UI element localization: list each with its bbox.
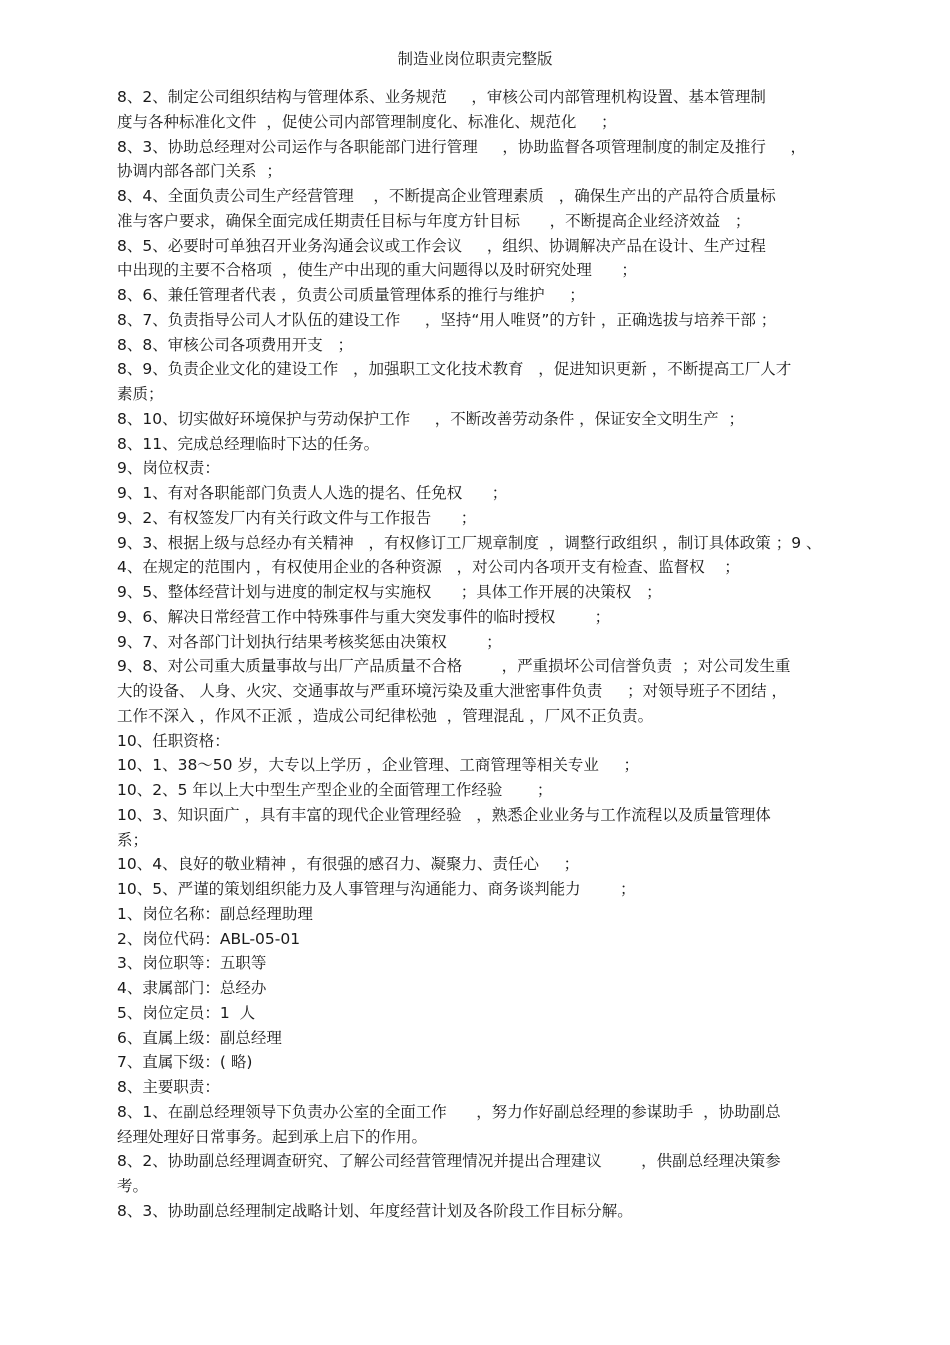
text-line: 9、1、有对各职能部门负责人人选的提名、任免权 ；: [117, 484, 508, 502]
text-line: 9、岗位权责：: [117, 459, 220, 478]
text-line: 8、8、审核公司各项费用开支 ；: [117, 335, 354, 354]
text-line: 10、2、5 年以上大中型生产型企业的全面管理工作经验 ；: [117, 781, 553, 799]
text-line: 8、9、负责企业文化的建设工作 ，加强职工文化技术教育 ，促进知识更新 ，不断提高工厂人才: [117, 360, 792, 379]
text-line: 8、3、协助总经理对公司运作与各职能部门进行管理 ，协助监督各项管理制度的制定及推行 ，: [117, 137, 806, 156]
text-line: 7、直属下级：( 略): [117, 1053, 253, 1072]
text-line: 8、3、协助副总经理制定战略计划、年度经营计划及各阶段工作目标分解。: [117, 1201, 633, 1220]
text-line: 4、在规定的范围内 ，有权使用企业的各种资源 ，对公司内各项开支有检查、监督权 ；: [117, 558, 740, 577]
text-line: 8、10、切实做好环境保护与劳动保护工作 ，不断改善劳动条件 ，保证安全文明生产 ；: [117, 409, 745, 428]
text-line: 3、岗位职等：五职等: [117, 954, 267, 973]
text-line: 10、任职资格：: [117, 731, 230, 750]
text-line: 工作不深入 ，作风不正派 ，造成公司纪律松弛 ，管理混乱 ，厂风不正负责。: [117, 706, 654, 725]
text-line: 10、3、知识面广 ，具有丰富的现代企业管理经验 ，熟悉企业业务与工作流程以及质量管理体: [117, 805, 771, 824]
text-line: 经理处理好日常事务。起到承上启下的作用。: [117, 1127, 428, 1146]
text-line: 8、6、兼任管理者代表 ，负责公司质量管理体系的推行与维护 ；: [117, 286, 585, 304]
text-line: 4、隶属部门：总经办: [117, 979, 267, 997]
text-line: 考。: [117, 1177, 149, 1195]
text-line: 8、主要职责：: [117, 1078, 220, 1096]
text-line: 6、直属上级：副总经理: [117, 1028, 282, 1047]
page-title: 制造业岗位职责完整版: [397, 50, 553, 68]
text-line: 度与各种标准化文件 ，促使公司内部管理制度化、标准化、规范化 ；: [117, 112, 617, 131]
text-line: 9、3、根据上级与总经办有关精神 ，有权修订工厂规章制度 ，调整行政组织 ，制订具体政策 ；9 、: [117, 533, 822, 552]
text-line: 10、5、严谨的策划组织能力及人事管理与沟通能力、商务谈判能力 ；: [117, 880, 636, 898]
text-line: 9、7、对各部门计划执行结果考核奖惩由决策权 ；: [117, 632, 502, 651]
text-line: 素质；: [117, 385, 164, 403]
text-line: 8、2、制定公司组织结构与管理体系、业务规范 ，审核公司内部管理机构设置、基本管理制: [117, 88, 766, 106]
text-line: 8、2、协助副总经理调查研究、了解公司经营管理情况并提出合理建议 ，供副总经理决策参: [117, 1152, 781, 1171]
text-line: 中出现的主要不合格项 ，使生产中出现的重大问题得以及时研究处理 ；: [117, 261, 637, 280]
text-line: 10、1、38～50 岁，大专以上学历 ，企业管理、工商管理等相关专业 ；: [117, 756, 640, 775]
text-line: 5、岗位定员：1 人: [117, 1003, 256, 1022]
text-line: 系；: [117, 830, 149, 849]
text-line: 8、7、负责指导公司人才队伍的建设工作 ，坚持“用人唯贤”的方针 ，正确选拔与培养干部 ；: [117, 310, 777, 329]
text-line: 9、8、对公司重大质量事故与出厂产品质量不合格 ，严重损坏公司信誉负责 ；对公司发生重: [117, 657, 791, 676]
text-line: 1、岗位名称：副总经理助理: [117, 904, 313, 923]
text-line: 2、岗位代码：ABL-05-01: [117, 929, 301, 948]
text-line: 准与客户要求，确保全面完成任期责任目标与年度方针目标 ，不断提高企业经济效益 ；: [117, 211, 751, 230]
text-line: 9、2、有权签发厂内有关行政文件与工作报告 ；: [117, 508, 477, 527]
text-line: 8、11、完成总经理临时下达的任务。: [117, 434, 380, 453]
text-line: 协调内部各部门关系 ；: [117, 162, 282, 181]
text-line: 10、4、良好的敬业精神 ，有很强的感召力、凝聚力、责任心 ；: [117, 855, 580, 874]
text-line: 8、1、在副总经理领导下负责办公室的全面工作 ，努力作好副总经理的参谋助手 ，协助副总: [117, 1102, 781, 1121]
text-line: 8、4、全面负责公司生产经营管理 ，不断提高企业管理素质 ，确保生产出的产品符合质量标: [117, 187, 776, 205]
document-body: [117, 85, 877, 1224]
text-line: 8、5、必要时可单独召开业务沟通会议或工作会议 ，组织、协调解决产品在设计、生产过程: [117, 236, 766, 255]
text-line: 大的设备、 人身、火灾、交通事故与严重环境污染及重大泄密事件负责 ；对领导班子不团结 ，: [117, 682, 787, 700]
text-line: 9、5、整体经营计划与进度的制定权与实施权 ；具体工作开展的决策权 ；: [117, 583, 662, 601]
text-line: 9、6、解决日常经营工作中特殊事件与重大突发事件的临时授权 ；: [117, 607, 611, 626]
